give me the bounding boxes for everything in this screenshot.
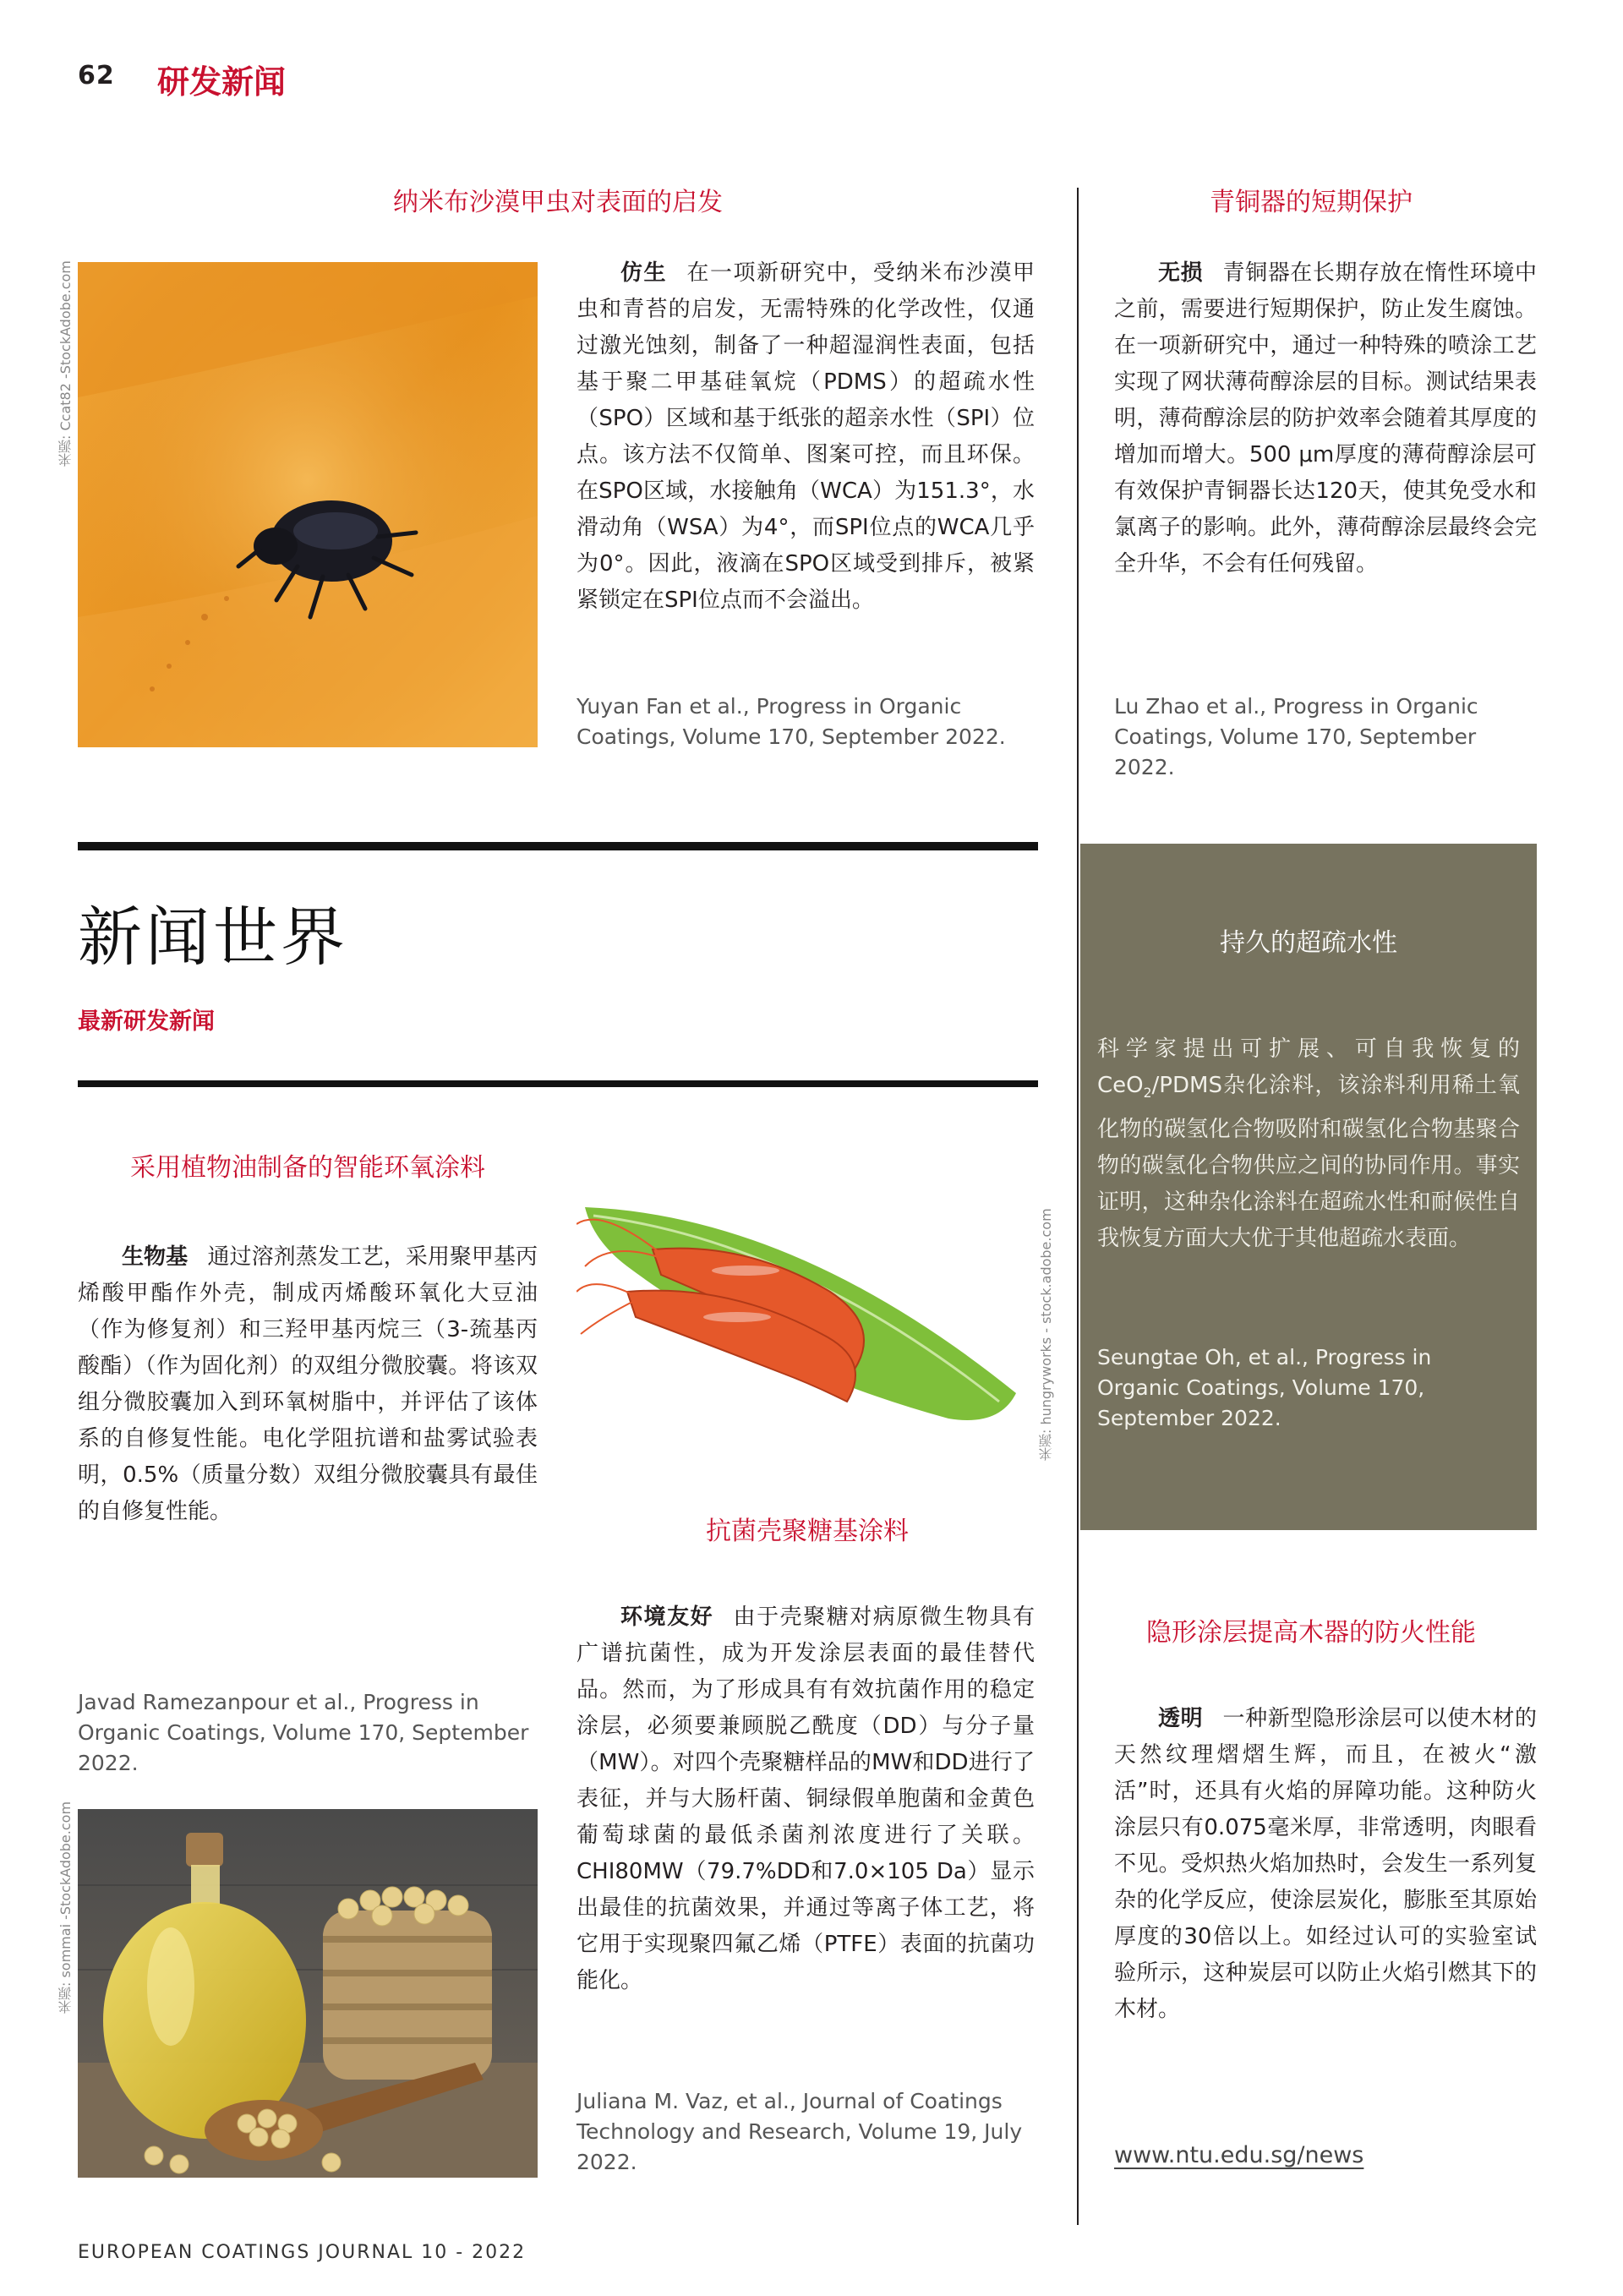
beetle-article-lead: 仿生 xyxy=(620,260,668,286)
chitosan-article-text: 由于壳聚糖对病原微生物具有广谱抗菌性，成为开发涂层表面的最佳替代品。然而，为了形成具有有效抗菌作用的稳定涂层，必须要兼顾脱乙酰度（DD）与分子量（MW）。对四个壳聚糖样品的MW和DD进行了表征，并与大肠杆菌、铜绿假单胞菌和金黄色葡萄球菌的最低杀菌剂浓度进行了关联。CHI80MW（79.7%DD和7.0×105 Da）显示出最佳的抗菌效果，并通过等离子体工艺，将它用于实现聚四氟乙烯（PTFE）表面的抗菌功能化。 xyxy=(577,1604,1035,1993)
epoxy-article-citation: Javad Ramezanpour et al., Progress in Organic Coatings, Volume 170, September 2022. xyxy=(78,1690,529,1775)
section-rule-bottom xyxy=(78,1080,1038,1087)
beetle-article-citation: Yuyan Fan et al., Progress in Organic Coatings, Volume 170, September 2022. xyxy=(577,694,1006,749)
beetle-illustration xyxy=(78,262,538,747)
epoxy-article-body xyxy=(78,1239,538,1530)
journal-footer: EUROPEAN COATINGS JOURNAL 10 - 2022 xyxy=(78,2242,527,2263)
sidebar-title: 持久的超疏水性 xyxy=(1220,928,1397,958)
sidebar-body xyxy=(1097,1031,1520,1257)
fire-article-text: 一种新型隐形涂层可以使木材的天然纹理熠熠生辉，而且，在被火“激活”时，还具有火焰的屏障功能。这种防火涂层只有0.075毫米厚，非常透明，肉眼看不见。受炽热火焰加热时，会发生一系列复杂的化学反应，使涂层炭化，膨胀至其原始厚度的30倍以上。如经过认可的实验室试验所示，这种炭层可以防止火焰引燃其下的木材。 xyxy=(1114,1706,1537,2022)
bronze-article-citation: Lu Zhao et al., Progress in Organic Coatings, Volume 170, September 2022. xyxy=(1114,694,1478,779)
beetle-photo-credit: 来源: Ccat82 -StockAdobe.com xyxy=(57,260,74,467)
page-number: 62 xyxy=(78,61,115,90)
epoxy-article-text: 通过溶剂蒸发工艺，采用聚甲基丙烯酸甲酯作外壳，制成丙烯酸环氧化大豆油（作为修复剂）和三羟甲基丙烷三（3-巯基丙酸酯）（作为固化剂）的双组分微胶囊。将该双组分微胶囊加入到环氧树脂中，并评估了该体系的自修复性能。电化学阻抗谱和盐雾试验表明，0.5%（质量分数）双组分微胶囊具有最佳的自修复性能。 xyxy=(78,1244,538,1524)
shrimp-photo xyxy=(577,1190,1033,1446)
sidebar-body-sub: 2 xyxy=(1143,1085,1152,1102)
shrimp-illustration xyxy=(577,1190,1033,1446)
news-world-subtitle: 最新研发新闻 xyxy=(78,1009,215,1035)
chitosan-article-title: 抗菌壳聚糖基涂料 xyxy=(706,1517,909,1546)
beetle-article-text: 在一项新研究中，受纳米布沙漠甲虫和青苔的启发，无需特殊的化学改性，仅通过激光蚀刻，制备了一种超湿润性表面，包括基于聚二甲基硅氧烷（PDMS）的超疏水性（SPO）区域和基于纸张的超亲水性（SPI）位点。该方法不仅简单、图案可控，而且环保。在SPO区域，水接触角（WCA）为151.3°，水滑动角（WSA）为4°，而SPI位点的WCA几乎为0°。因此，液滴在SPO区域受到排斥，被紧紧锁定在SPI位点而不会溢出。 xyxy=(577,260,1035,613)
beetle-article-body xyxy=(577,255,1035,619)
sidebar-box xyxy=(1080,844,1537,1530)
bronze-article-body xyxy=(1114,255,1537,582)
fire-article-title: 隐形涂层提高木器的防火性能 xyxy=(1146,1618,1476,1648)
epoxy-article-lead: 生物基 xyxy=(122,1244,189,1270)
section-label: 研发新闻 xyxy=(157,63,287,101)
sidebar-body-part2: /PDMS杂化涂料，该涂料利用稀土氧化物的碳氢化合物吸附和碳氢化合物基聚合物的碳氢化合物供应之间的协同作用。事实证明，这种杂化涂料在超疏水性和耐候性自我恢复方面大大优于其他超疏水表面。 xyxy=(1097,1073,1520,1252)
beetle-article-title: 纳米布沙漠甲虫对表面的启发 xyxy=(393,188,723,217)
sidebar-citation: Seungtae Oh, et al., Progress in Organic Coatings, Volume 170, September 2022. xyxy=(1097,1345,1432,1430)
news-world-title: 新闻世界 xyxy=(78,899,348,975)
chitosan-article-lead: 环境友好 xyxy=(620,1604,714,1630)
section-rule-top xyxy=(78,842,1038,850)
bronze-article-text: 青铜器在长期存放在惰性环境中之前，需要进行短期保护，防止发生腐蚀。在一项新研究中，通过一种特殊的喷涂工艺实现了网状薄荷醇涂层的目标。测试结果表明，薄荷醇涂层的防护效率会随着其厚度的增加而增大。500 μm厚度的薄荷醇涂层可有效保护青铜器长达120天，使其免受水和氯离子的影响。此外，薄荷醇涂层最终会完全升华，不会有任何残留。 xyxy=(1114,260,1537,577)
ntu-news-link[interactable]: www.ntu.edu.sg/news xyxy=(1114,2142,1364,2168)
chitosan-article-citation: Juliana M. Vaz, et al., Journal of Coatings Technology and Research, Volume 19, July 2022. xyxy=(577,2089,1023,2174)
column-divider xyxy=(1077,188,1079,2225)
fire-article-body xyxy=(1114,1701,1537,2028)
oil-soybean-illustration xyxy=(78,1809,538,2178)
epoxy-article-title: 采用植物油制备的智能环氧涂料 xyxy=(130,1153,485,1183)
chitosan-article-body xyxy=(577,1599,1035,1999)
oil-soybean-photo xyxy=(78,1809,538,2178)
fire-article-lead: 透明 xyxy=(1158,1706,1204,1731)
sidebar-body-part1: 科学家提出可扩展、可自我恢复的CeO xyxy=(1097,1036,1520,1098)
bronze-article-title: 青铜器的短期保护 xyxy=(1210,188,1413,217)
bronze-article-lead: 无损 xyxy=(1158,260,1204,286)
shrimp-photo-credit: 来源: hungryworks - stock.adobe.com xyxy=(1038,1208,1054,1461)
beetle-photo xyxy=(78,262,538,747)
oil-photo-credit: 来源: sommai -StockAdobe.com xyxy=(57,1801,74,2014)
